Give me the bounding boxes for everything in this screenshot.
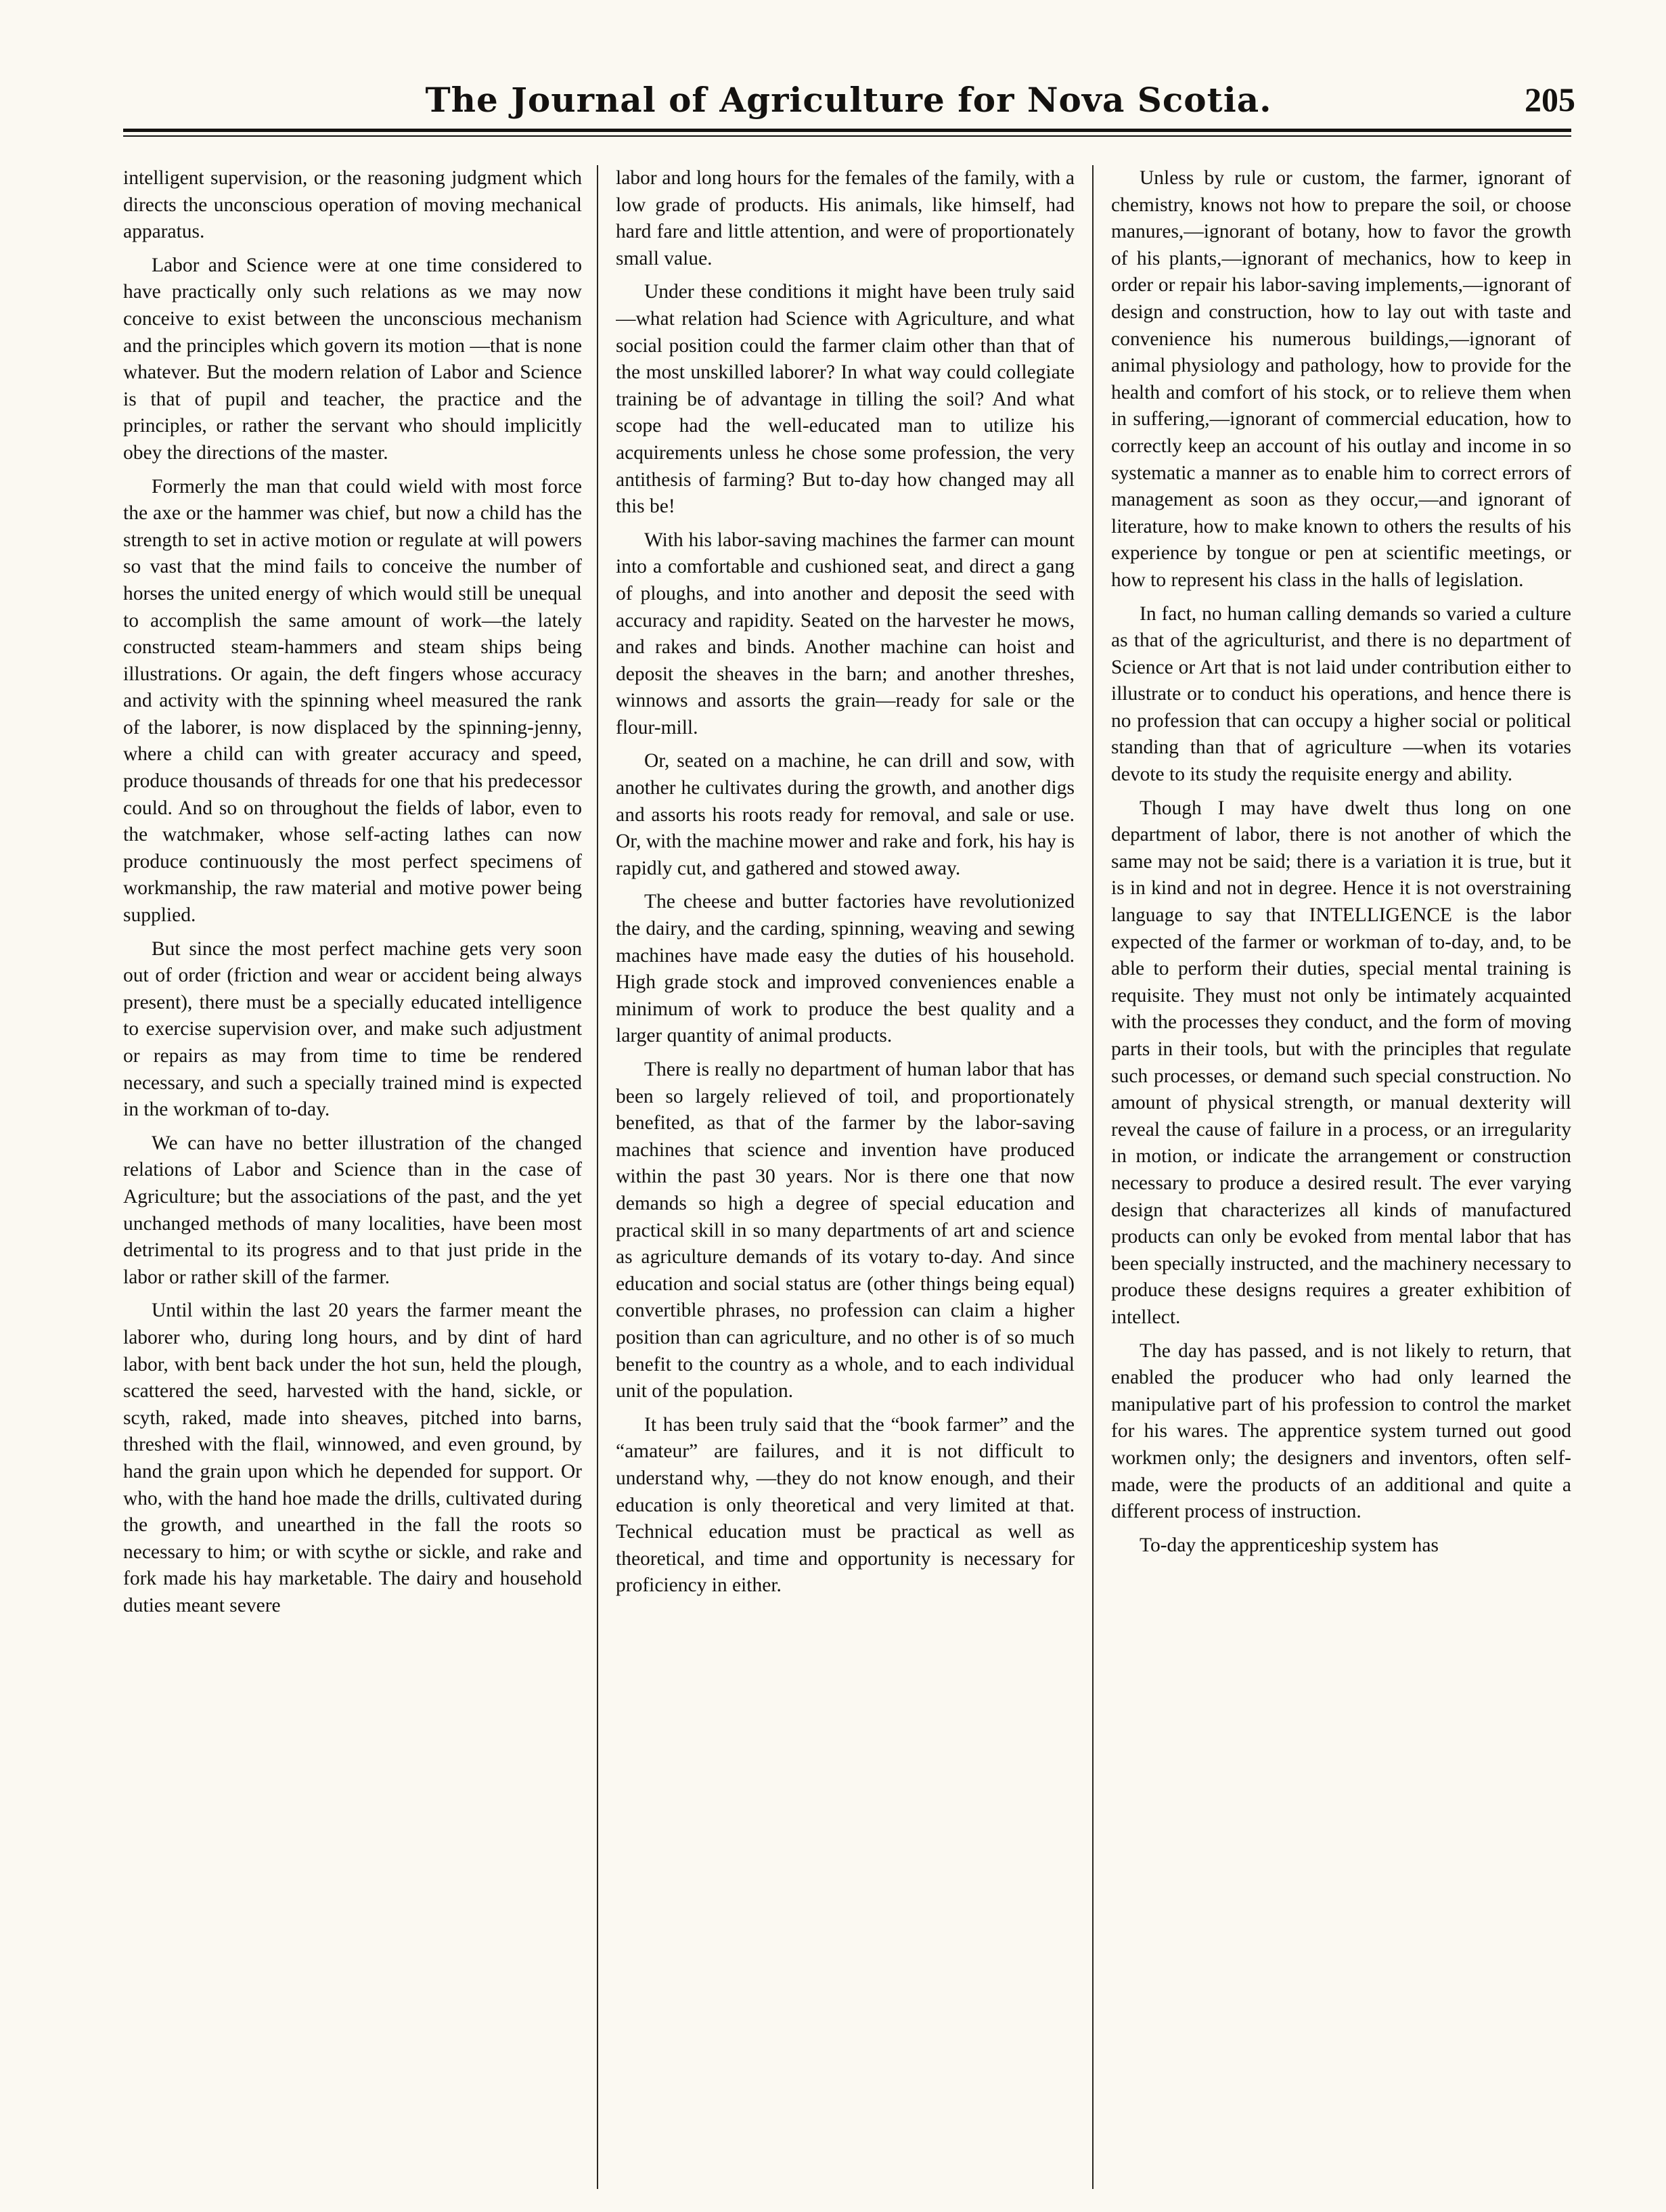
paragraph: But since the most perfect machine gets very soon out of order (friction and wear or accident being always present), there must be a specially educated intelligence to exercise supervision over, and make such adjustment or repairs as may from time to time be rendered necessary, and such a specially trained mind is expected in the workman of to-day.: [123, 937, 582, 1121]
page-number: 205: [1525, 81, 1575, 118]
page-header: [122, 80, 1575, 120]
column-divider: [597, 165, 598, 2189]
paragraph: There is really no department of human labor that has been so largely relieved of toil, and proportionately benefited, as that of the farmer by the labor-saving machines that science and invention have produced within the past 30 years. Nor is there one that now demands so high a degree of special education and practical skill in so many departments of art and science as agriculture demands of its votary to-day. And since education and social status are (other things being equal) convertible phrases, no profession can claim a higher position than can agriculture, and no other is of so much benefit to the country as a whole, and to each individual unit of the population.: [616, 1059, 1075, 1402]
paragraph: Until within the last 20 years the farmer meant the laborer who, during long hours, and by dint of hard labor, with bent back under the hot sun, held the plough, scattered the seed, harvested with the hand, sickle, or scyth, raked, made into sheaves, pitched into barns, threshed with the flail, winnowed, and even ground, by hand the grain upon which he depended for support. Or who, with the hand hoe made the drills, cultivated during the growth, and unearthed in the fall the roots so necessary to him; or with scythe or sickle, and rake and fork made his hay marketable. The dairy and household duties meant severe: [123, 1300, 582, 1616]
journal-title: The Journal of Agriculture for Nova Scotia.: [425, 80, 1272, 120]
paragraph: In fact, no human calling demands so varied a culture as that of the agriculturist, and there is no department of Science or Art that is not laid under contribution either to illustrate or to conduct his operations, and hence there is no profession that can occupy a higher social or political standing than that of agriculture —when its votaries devote to its study the requisite energy and ability.: [1111, 602, 1571, 786]
text-column-1: [123, 165, 582, 2189]
text-column-2: [616, 165, 1075, 2189]
paragraph: Labor and Science were at one time considered to have practically only such relations as we may now conceive to exist between the unconscious mechanism and the principles which govern its motion —that is none whatever. But the modern relation of Labor and Science is that of pupil and teacher, the practice and the principles, or rather the servant who should implicitly obey the directions of the master.: [123, 254, 582, 464]
paragraph: We can have no better illustration of the changed relations of Labor and Science than in the case of Agriculture; but the associations of the past, and the yet unchanged methods of many localities, have been most detrimental to its progress and to that just pride in the labor or rather skill of the farmer.: [123, 1132, 582, 1288]
paragraph: The day has passed, and is not likely to return, that enabled the producer who had only learned the manipulative part of his profession to control the market for his wares. The apprentice system turned out good workmen only; the designers and inventors, often self-made, were the products of an additional and quite a different process of instruction.: [1111, 1340, 1571, 1523]
paragraph: It has been truly said that the “book farmer” and the “amateur” are failures, and it is not difficult to understand why, —they do not know enough, and their education is only theoretical and very limited at that. Technical education must be practical as well as theoretical, and time and opportunity is necessary for proficiency in either.: [616, 1413, 1075, 1597]
paragraph: Though I may have dwelt thus long on one department of labor, there is not another of which the same may not be said; there is a variation it is true, but it is in kind and not in degree. Hence it is not overstraining language to say that INTELLIGENCE is the labor expected of the farmer or workman of to-day, and, to be able to perform their duties, special mental training is requisite. They must not only be intimately acquainted with the processes they conduct, and the form of moving parts in their tools, but with the principles that regulate such processes, or demand such special construction. No amount of physical strength, or manual dexterity will reveal the cause of failure in a process, or an irregularity in motion, or indicate the arrangement or construction necessary to produce a desired result. The ever varying design that characterizes all kinds of manufactured products can only be evoked from mental labor that has been specially instructed, and the machinery necessary to produce these designs requires a greater exhibition of intellect.: [1111, 797, 1571, 1328]
column-divider: [1092, 165, 1094, 2189]
paragraph: Or, seated on a machine, he can drill and sow, with another he cultivates during the growth, and another digs and assorts his roots ready for removal, and sale or use. Or, with the machine mower and rake and fork, his hay is rapidly cut, and gathered and stowed away.: [616, 750, 1075, 879]
paragraph: With his labor-saving machines the farmer can mount into a comfortable and cushioned seat, and direct a gang of ploughs, and into another and deposit the seed with accuracy and rapidity. Seated on the harvester he mows, and rakes and binds. Another machine can hoist and deposit the sheaves in the barn; and another threshes, winnows and assorts the grain—ready for sale or the flour-mill.: [616, 529, 1075, 738]
text-column-3: [1111, 165, 1571, 2189]
paragraph: Under these conditions it might have been truly said—what relation had Science with Agriculture, and what social position could the farmer claim other than that of the most unskilled laborer? In what way could collegiate training be of advantage in tilling the soil? And what scope had the well-educated man to utilize his acquirements unless he chose some profession, the very antithesis of farming? But to-day how changed may all this be!: [616, 281, 1075, 518]
header-rule-thin: [123, 135, 1571, 137]
header-rule-thick: [123, 129, 1571, 132]
paragraph: To-day the apprenticeship system has: [1140, 1534, 1439, 1556]
paragraph: The cheese and butter factories have revolutionized the dairy, and the carding, spinning, weaving and sewing machines have made easy the duties of his household. High grade stock and improved conveniences enable a minimum of work to produce the best quality and a larger quantity of animal products.: [616, 891, 1075, 1047]
paragraph: Formerly the man that could wield with most force the axe or the hammer was chief, but now a child has the strength to set in active motion or regulate at will powers so vast that the mind fails to conceive the number of horses the united energy of which would still be unequal to accomplish the same amount of work—the lately constructed steam-hammers and steam ships being illustrations. Or again, the deft fingers whose accuracy and activity with the spinning wheel measured the rank of the laborer, is now displaced by the spinning-jenny, where a child can with greater accuracy and speed, produce thousands of threads for one that his predecessor could. And so on throughout the fields of labor, even to the watchmaker, whose self-acting lathes can now produce continuously the most perfect specimens of workmanship, the raw material and motive power being supplied.: [123, 475, 582, 927]
paragraph: labor and long hours for the females of the family, with a low grade of products. His animals, like himself, had hard fare and little attention, and were of proportionately small value.: [616, 167, 1075, 269]
paragraph: Unless by rule or custom, the farmer, ignorant of chemistry, knows not how to prepare the soil, or choose manures,—ignorant of botany, how to favor the growth of his plants,—ignorant of mechanics, how to keep in order or repair his labor-saving implements,—ignorant of design and construction, how to lay out with taste and convenience his numerous buildings,—ignorant of animal physiology and pathology, how to provide for the health and comfort of his stock, or to relieve them when in suffering,—ignorant of commercial education, how to correctly keep an account of his outlay and income in so systematic a manner as to enable him to correct errors of management as soon as they occur,—and ignorant of literature, how to make known to others the results of his experience by tongue or pen at scientific meetings, or how to represent his class in the halls of legislation.: [1111, 167, 1571, 591]
paragraph: intelligent supervision, or the reasoning judgment which directs the unconscious operation of moving mechanical apparatus.: [123, 167, 582, 243]
